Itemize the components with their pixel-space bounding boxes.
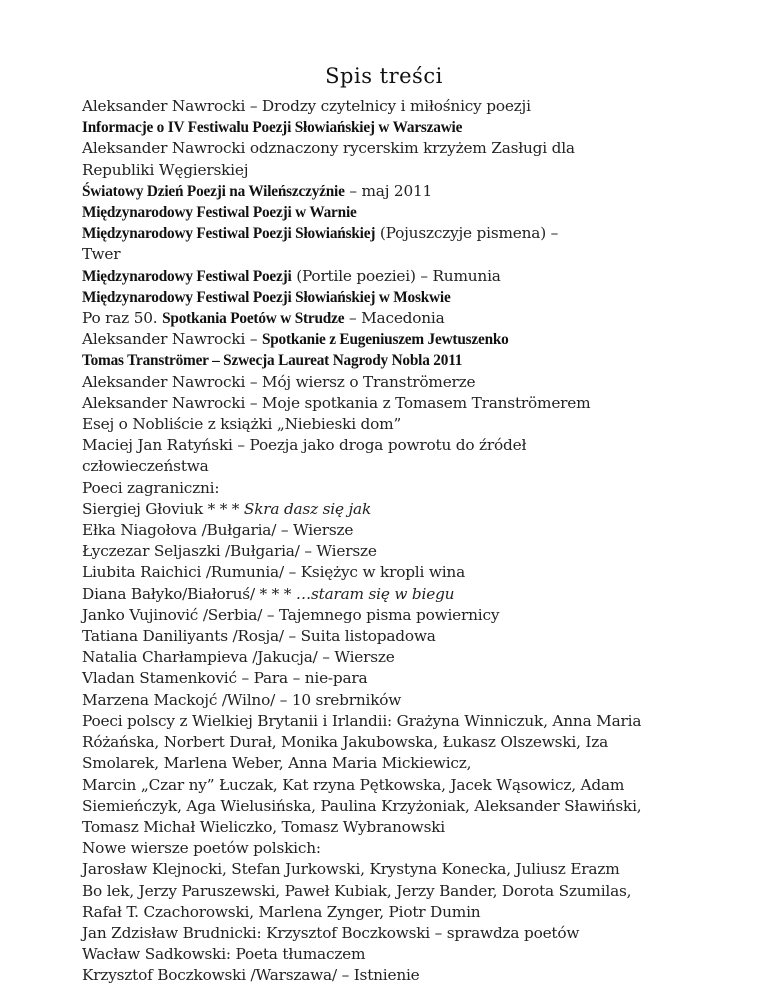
toc-entry-text: Bo lek, Jerzy Paruszewski, Paweł Kubiak, Jerzy Bander, Dorota Szumilas, [82, 881, 632, 900]
toc-entry-text: Wacław Sadkowski: Poeta tłumaczem [82, 945, 366, 964]
toc-entry-text: Natalia Charłampieva /Jakucja/ – Wiersze [82, 648, 395, 667]
toc-entry-text: Janko Vujinović /Serbia/ – Tajemnego pisma powiernicy [82, 605, 500, 624]
toc-entry-text: Informacje o IV Festiwalu Poezji Słowiańskiej w Warszawie [82, 119, 463, 137]
toc-entry [82, 435, 722, 456]
toc-entry [82, 626, 722, 647]
toc-entry [82, 223, 722, 244]
toc-entry [82, 859, 722, 880]
toc-entry-text: człowieczeństwa [82, 457, 209, 476]
toc-entry-text: Różańska, Norbert Durał, Monika Jakubowska, Łukasz Olszewski, Iza [82, 733, 609, 752]
table-of-contents [82, 96, 722, 987]
toc-entry-text: Twer [82, 245, 121, 264]
toc-entry-text: Esej o Nobliście z książki „Niebieski dom” [82, 415, 402, 434]
toc-entry-text: Spotkania Poetów w Strudze [162, 310, 345, 328]
toc-entry-text: Republiki Węgierskiej [82, 160, 249, 179]
toc-entry [82, 329, 722, 350]
toc-entry-text: Tatiana Daniliyants /Rosja/ – Suita listopadowa [82, 627, 436, 646]
toc-entry [82, 138, 722, 159]
toc-entry [82, 478, 722, 499]
toc-entry [82, 541, 722, 562]
toc-entry-text: Aleksander Nawrocki odznaczony rycerskim krzyżem Zasługi dla [82, 139, 575, 158]
toc-entry-text: Poeci polscy z Wielkiej Brytanii i Irlandii: Grażyna Winniczuk, Anna Maria [82, 711, 642, 730]
page-title: Spis treści [325, 64, 443, 88]
toc-entry-text: Aleksander Nawrocki – [82, 330, 262, 349]
toc-entry-text: Siemieńczyk, Aga Wielusińska, Paulina Krzyżoniak, Aleksander Sławiński, [82, 796, 642, 815]
toc-entry-text: Poeci zagraniczni: [82, 478, 220, 497]
toc-entry [82, 944, 722, 965]
toc-entry [82, 287, 722, 308]
toc-entry-text: Aleksander Nawrocki – Drodzy czytelnicy i miłośnicy poezji [82, 97, 531, 115]
toc-entry-text: Rafał T. Czachorowski, Marlena Zynger, Piotr Dumin [82, 902, 481, 921]
toc-entry-text: Tomasz Michał Wieliczko, Tomasz Wybranowski [82, 817, 445, 836]
toc-entry-text: Krzysztof Boczkowski /Warszawa/ – Istnienie [82, 966, 420, 985]
toc-entry-text: Skra dasz się jak [243, 499, 372, 518]
toc-entry [82, 690, 722, 711]
toc-entry-text: Liubita Raichici /Rumunia/ – Księżyc w kropli wina [82, 563, 465, 582]
toc-entry-text: Spotkanie z Eugeniuszem Jewtuszenko [261, 331, 509, 349]
toc-entry-text: (Portile poeziei) – Rumunia [291, 266, 501, 285]
toc-entry [82, 350, 722, 371]
toc-entry [82, 308, 722, 329]
toc-entry [82, 562, 722, 583]
toc-entry [82, 753, 722, 774]
toc-entry [82, 817, 722, 838]
toc-entry [82, 775, 722, 796]
toc-entry-text: Marzena Mackojć /Wilno/ – 10 srebrników [82, 690, 402, 709]
toc-entry-text: Siergiej Głoviuk * * * [82, 499, 244, 518]
toc-entry-text: Nowe wiersze poetów polskich: [82, 839, 321, 858]
toc-entry-text: Międzynarodowy Festiwal Poezji [82, 267, 292, 285]
toc-entry [82, 796, 722, 817]
toc-entry-text: Vladan Stamenković – Para – nie-para [82, 669, 368, 688]
toc-entry-text: Po raz 50. [82, 309, 163, 328]
toc-entry [82, 160, 722, 181]
toc-entry-text: Maciej Jan Ratyński – Poezja jako droga powrotu do źródeł [82, 436, 527, 455]
toc-entry-text: Jarosław Klejnocki, Stefan Jurkowski, Krystyna Konecka, Juliusz Erazm [82, 860, 620, 879]
toc-entry [82, 266, 722, 287]
toc-entry-text: Międzynarodowy Festiwal Poezji Słowiańskiej [82, 225, 376, 243]
toc-entry-text: …staram się w biegu [295, 584, 455, 603]
toc-entry [82, 965, 722, 986]
toc-entry-text: Ełka Niagołova /Bułgaria/ – Wiersze [82, 521, 354, 540]
toc-entry [82, 520, 722, 541]
toc-entry [82, 923, 722, 944]
toc-entry [82, 372, 722, 393]
toc-entry [82, 393, 722, 414]
toc-entry [82, 117, 722, 138]
toc-entry [82, 181, 722, 202]
toc-entry-text: Jan Zdzisław Brudnicki: Krzysztof Boczkowski – sprawdza poetów [82, 923, 580, 942]
toc-entry [82, 732, 722, 753]
toc-entry [82, 244, 722, 265]
toc-entry [82, 584, 722, 605]
toc-entry [82, 647, 722, 668]
toc-entry [82, 605, 722, 626]
toc-entry-text: – maj 2011 [344, 181, 433, 200]
toc-entry [82, 456, 722, 477]
toc-entry-text: Tomas Tranströmer – Szwecja Laureat Nagrody Nobla 2011 [82, 352, 463, 370]
toc-entry [82, 881, 722, 902]
toc-entry [82, 902, 722, 923]
toc-entry-text: Międzynarodowy Festiwal Poezji w Warnie [82, 204, 357, 222]
toc-entry [82, 668, 722, 689]
toc-entry [82, 499, 722, 520]
toc-entry-text: Marcin „Czar ny” Łuczak, Kat rzyna Pętkowska, Jacek Wąsowicz, Adam [82, 775, 625, 794]
toc-entry-text: (Pojuszczyje pismena) – [375, 224, 559, 243]
toc-entry-text: Smolarek, Marlena Weber, Anna Maria Mickiewicz, [82, 754, 472, 773]
toc-entry [82, 838, 722, 859]
toc-entry [82, 711, 722, 732]
toc-entry [82, 414, 722, 435]
toc-entry-text: Łyczezar Seljaszki /Bułgaria/ – Wiersze [82, 542, 377, 561]
toc-entry-text: Diana Bałyko/Białoruś/ * * * [82, 584, 296, 603]
toc-entry [82, 96, 722, 117]
toc-entry-text: Aleksander Nawrocki – Mój wiersz o Tranströmerze [82, 372, 476, 391]
toc-entry [82, 202, 722, 223]
toc-entry-text: – Macedonia [344, 309, 445, 328]
toc-entry-text: Aleksander Nawrocki – Moje spotkania z Tomasem Tranströmerem [82, 393, 591, 412]
toc-entry-text: Światowy Dzień Poezji na Wileńszczyźnie [82, 182, 345, 200]
toc-entry-text: Międzynarodowy Festiwal Poezji Słowiańskiej w Moskwie [82, 288, 451, 306]
